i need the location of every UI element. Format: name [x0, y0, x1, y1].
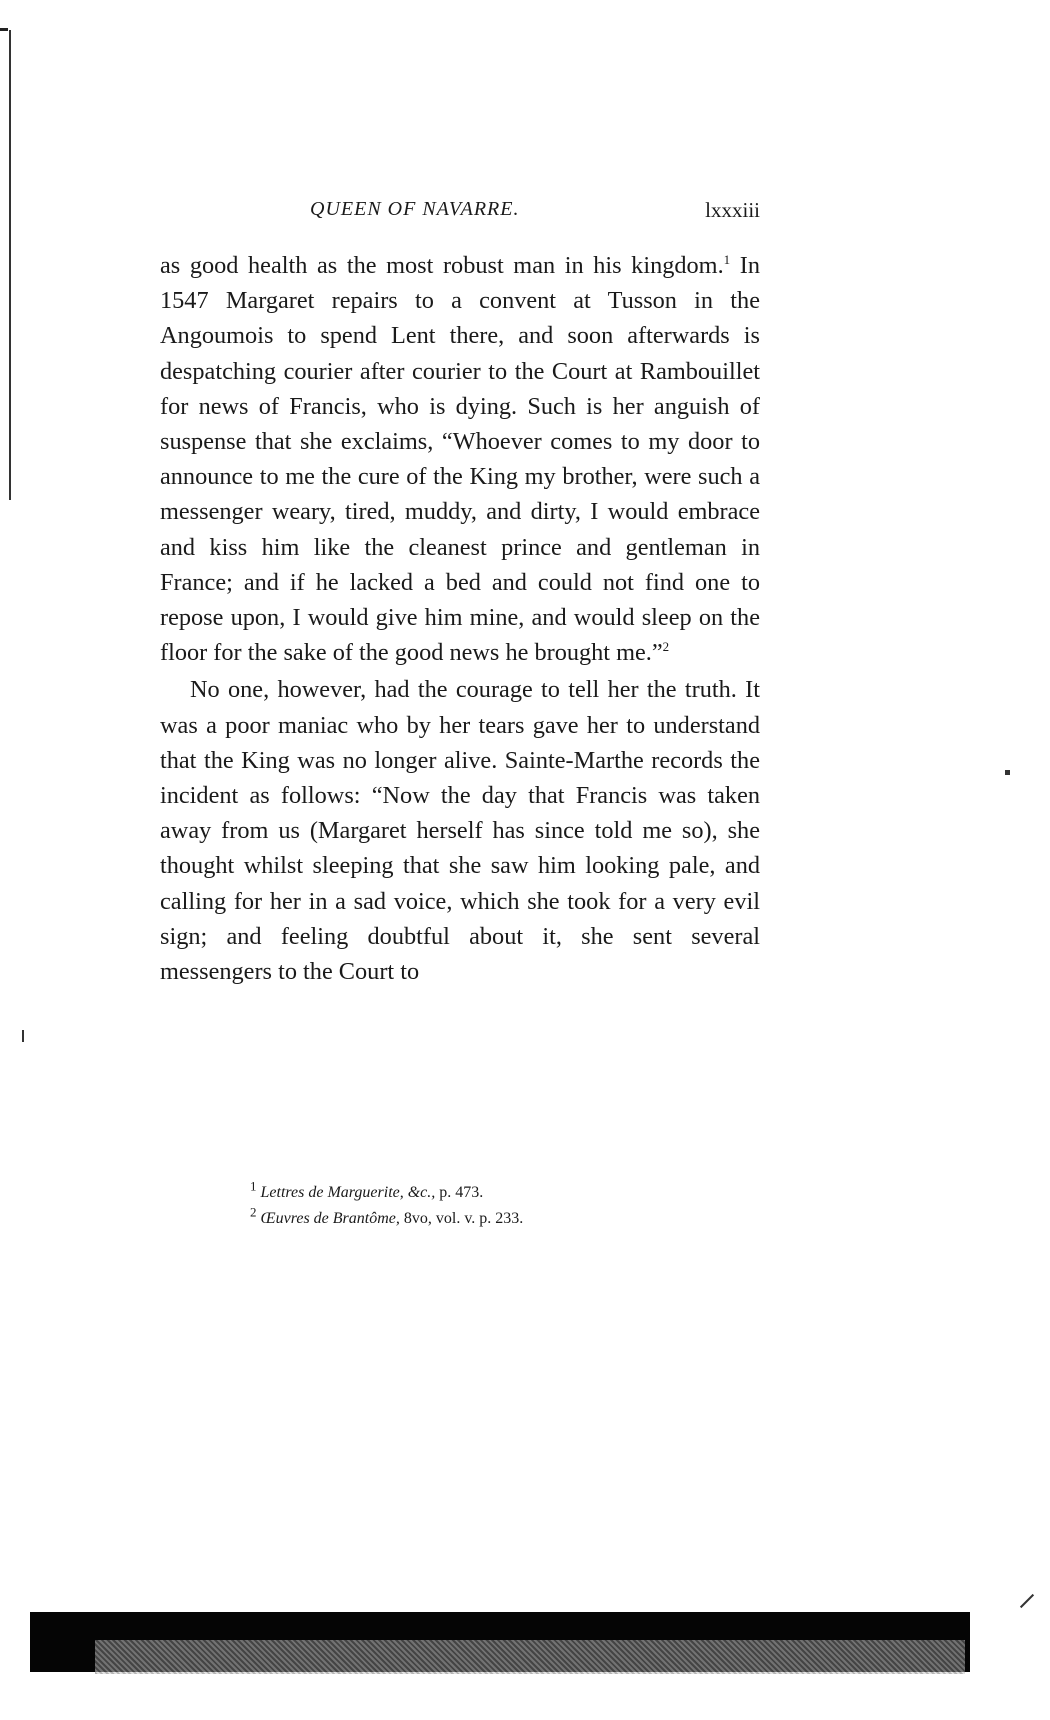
footnote-ref-2: 2: [662, 639, 670, 655]
page-number: lxxxiii: [705, 198, 760, 222]
paragraph-1-text-a: as good health as the most robust man in his kingdom.: [160, 252, 724, 279]
paragraph-2: No one, however, had the courage to tell her the truth. It was a poor maniac who by her tears gave her to understand that the King was no longer alive. Sainte-Marthe records the incident as follows: “Now the day that Francis was taken away from us (Margaret herself has since told me so), she thought whilst sleeping that she saw him looking pale, and calling for her in a sad voice, which she took for a very evil sign; and feeling doubtful about it, she sent several messengers to the Court to: [160, 676, 760, 986]
paragraph-1-text-b: In 1547 Margaret repairs to a convent at Tusson in the Angoumois to spend Lent there, and soon afterwards is despatching courier after courier to the Court at Rambouillet for news of Francis, who is dying. Such is her anguish of suspense that she exclaims, “Whoever comes to my door to announce to me the cure of the King my brother, were such a messenger weary, tired, muddy, and dirty, I would embrace and kiss him like the cleanest prince and gentleman in France; and if he lacked a bed and could not find one to repose upon, I would give him mine, and would sleep on the floor for the sake of the good news he brought me.”: [160, 252, 760, 667]
footnote-1: [250, 1180, 750, 1206]
footnotes: [250, 1180, 750, 1232]
page-header: [160, 198, 760, 232]
footnote-1-number: 1: [250, 1178, 257, 1194]
footnote-2-rest: 8vo, vol. v. p. 233.: [399, 1210, 524, 1227]
body-text: [160, 248, 760, 989]
scan-mark: [1020, 1594, 1034, 1608]
running-title: QUEEN OF NAVARRE.: [310, 198, 520, 220]
footnote-1-rest: p. 473.: [435, 1184, 484, 1201]
scan-artifact-tick: [0, 28, 8, 31]
scan-artifact-edge: [9, 30, 11, 500]
footnote-ref-1: 1: [723, 251, 731, 267]
scan-speck: [22, 1030, 24, 1042]
footnote-2: [250, 1206, 750, 1232]
scan-speck: [1005, 770, 1010, 775]
footnote-2-title: Œuvres de Brantôme,: [260, 1210, 400, 1227]
footnote-1-title: Lettres de Marguerite, &c.,: [260, 1184, 436, 1201]
scan-bottom-noise: [95, 1640, 965, 1674]
paragraph-1: [160, 248, 760, 670]
footnote-2-number: 2: [250, 1204, 257, 1220]
